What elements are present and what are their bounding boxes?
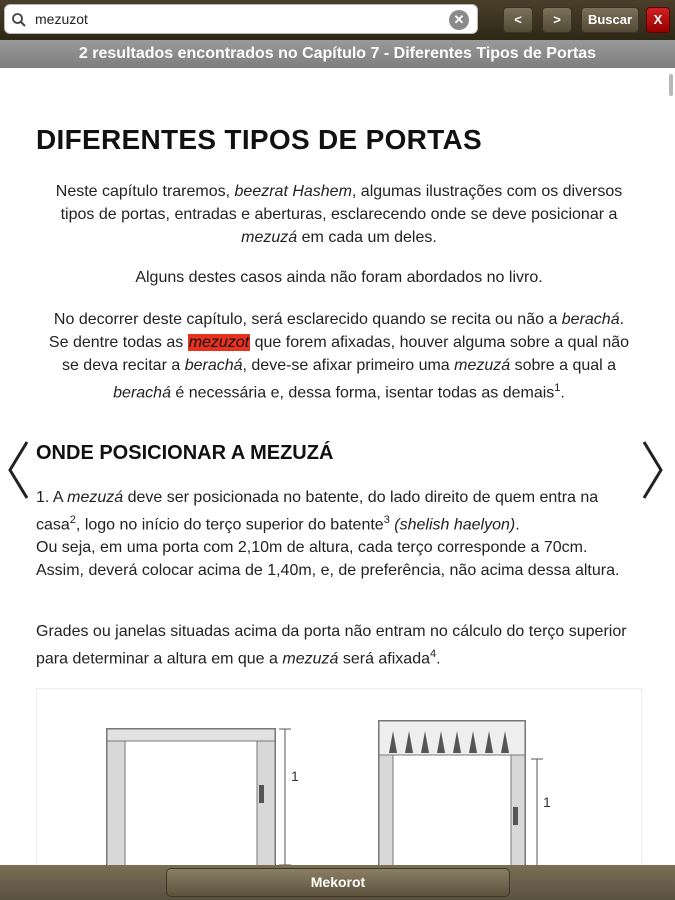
door-diagram <box>37 689 641 865</box>
bottom-toolbar <box>0 865 675 900</box>
mekorot-button[interactable]: Mekorot <box>166 868 510 897</box>
search-button[interactable]: Buscar <box>581 7 639 33</box>
footnote-ref[interactable]: 3 <box>383 514 390 526</box>
page-title: DIFERENTES TIPOS DE PORTAS <box>36 124 482 155</box>
scrollbar[interactable] <box>669 74 673 96</box>
search-field[interactable] <box>4 4 478 34</box>
footnote-ref[interactable]: 4 <box>430 648 437 660</box>
intro-paragraph-1: Neste capítulo traremos, beezrat Hashem, algumas ilustrações com os diversos tipos de portas, entradas e aberturas, esclarecendo onde se deve posicionar a mezuzá em cada um deles. <box>55 183 623 246</box>
clear-icon[interactable]: ✕ <box>449 10 469 30</box>
section-paragraph-2: Grades ou janelas situadas acima da porta não entram no cálculo do terço superior para determinar a altura em que a mezuzá será afixada$^4$. <box>36 623 627 668</box>
next-result-button[interactable]: > <box>542 7 572 33</box>
article-content[interactable] <box>0 68 675 865</box>
door-illustration <box>36 688 642 865</box>
intro-paragraph-2: Alguns destes casos ainda não foram abordados no livro. <box>135 269 543 286</box>
close-button[interactable]: X <box>646 7 670 33</box>
search-input[interactable]: mezuzot <box>35 11 88 27</box>
section-paragraph-1: 1. A mezuzá deve ser posicionada no batente, do lado direito de quem entra na casa$^2$, logo no início do terço superior do batente$^3$ (shelish haelyon). Ou seja, em uma porta com 2,10m de altura, cada terço corresponde a 70cm. Assim, deverá colocar acima de 1,40m, e, de preferência, não acima dessa altura. <box>36 489 620 580</box>
section-title: ONDE POSICIONAR A MEZUZÁ <box>36 442 334 464</box>
search-icon <box>11 12 27 28</box>
footnote-ref[interactable]: 2 <box>69 514 76 526</box>
intro-paragraph-3: No decorrer deste capítulo, será esclarecido quando se recita ou não a berachá. Se dentre todas as mezuzot que forem afixadas, houver alguma sobre a qual não se deva recitar a berachá, deve-se afixar primeiro uma mezuzá sobre a qual a berachá é necessária e, dessa forma, isentar todas as demais$^1$. <box>48 311 630 402</box>
footnote-ref[interactable]: 1 <box>554 382 561 394</box>
previous-result-button[interactable]: < <box>503 7 533 33</box>
chevron-left-icon[interactable] <box>5 438 31 502</box>
chevron-right-icon[interactable] <box>640 438 666 502</box>
results-banner: 2 resultados encontrados no Capítulo 7 - Diferentes Tipos de Portas <box>0 40 675 68</box>
door-frame-2 <box>379 721 551 865</box>
figure-label: 1 <box>291 768 299 784</box>
search-toolbar <box>0 0 675 40</box>
search-highlight: mezuzot <box>188 334 250 351</box>
door-frame-1 <box>107 729 299 865</box>
figure-label: 1 <box>543 794 551 810</box>
